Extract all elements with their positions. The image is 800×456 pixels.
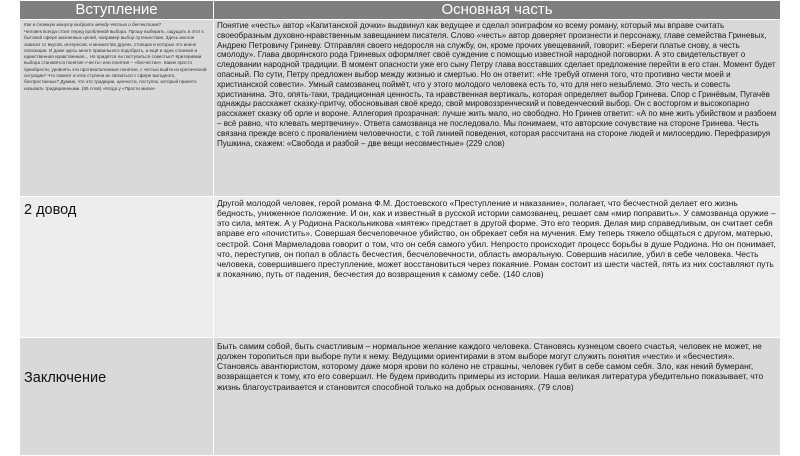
conclusion-row	[20, 338, 781, 456]
second-argument-text: Другой молодой человек, герой романа Ф.М. Достоевского «Преступление и наказание», полагает, что бесчестной делает его жизнь бедность, униженное положение. И он, как и известный в русской истории самозванец, решает сам «мир поправить». У самозванца оружие – это сила, мятеж. А у Родиона Раскольникова «мятеж» предстает в другой форме. Это его теория. Делая мир справедливым, он считает себя вправе его «почистить». Совершая бесчеловечное убийство, он обрекает себя на мучения. Ему теперь тяжело общаться с другом, матерью, сестрой. Соня Мармеладова говорит о том, что он себя самого убил. Непросто происходит процесс борьбы в душе Родиона. Но он понимает, что, переступив, он попал в область бесчестия, бесчеловечности, область аморальную. Совершив насилие, убил в себе человека. Честь человека, совершившего преступление, может восстановиться через покаяние. Роман состоит из шести частей, пять из них составляют путь к покаянию, путь от падения, бесчестия до возвращения к самому себе. (140 слов)	[217, 198, 776, 280]
second-argument-cell	[214, 197, 781, 338]
conclusion-label-cell	[20, 338, 214, 456]
intro-question: Как в сложную минуту выбрать между честью и бесчестием?	[24, 22, 162, 27]
intro-text: Человек всегда стоит перед проблемой выбора. Прошу выбирать, ощущать в этот к бытовой сфере жизненных целей, например выбор путешествия, Здесь многое зависит от вкусов, интересов, и множество других, стоящих в которых это иначе оппозиции. И даже здесь много правильного подобрать, а ещё и одна сложная и единственная нравственная... Но придётся ли поступиться совестью? Критериями выбора становятся понятия «честь» или понятия – «бесчестие». Какие просто приобрести, уровнять эти противоположные понятия, с честью выйти из критической ситуации? Что помнят и этих ступени их связаться с сфере выгодного, беспрестанных? Думаю, что это традиции, ценности, поступок, который принято называть традиционными. (65 слов) «Когда у «Прости мною»	[24, 29, 207, 91]
header-row	[20, 1, 781, 20]
intro-column-header: Вступление	[20, 1, 214, 20]
main-argument-cell	[214, 20, 781, 197]
conclusion-text: Быть самим собой, быть счастливым – нормальное желание каждого человека. Становясь кузнецом своего счастья, человек не может, не должен торопиться при выборе пути к нему. Ведущими ориентирами в этом выборе могут служить понятия «чести» и «бесчестия». Становясь авантюристом, которому даже моря крови по колено не страшны, человек губит в себе самом себя. Зло, как некий бумеранг, возвращается к тому, кто его совершил. Не будем приводить примеры из истории. Наша великая литература убедительно показывает, что жизнь благоустраивается и становится способной только на добрых основаниях. (79 слов)	[217, 341, 764, 392]
main-column-header: Основная часть	[214, 1, 781, 20]
second-argument-label: 2 довод	[24, 202, 77, 218]
intro-cell	[20, 20, 214, 197]
conclusion-cell	[214, 338, 781, 456]
second-argument-label-cell	[20, 197, 214, 338]
essay-structure-table	[19, 0, 781, 456]
second-argument-row	[20, 197, 781, 338]
conclusion-label: Заключение	[24, 370, 107, 386]
main-argument-text: Понятие «честь» автор «Капитанской дочки» выдвинул как ведущее и сделал эпиграфом ко всему роману, который мы вправе считать своеобразным духовно-нравственным завещанием писателя. Слово «честь» автор доверяет произнести и персонажу, главе семейства Гриневых, Андрею Петровичу Гриневу. Отправляя своего недоросля на службу, он, кроме прочих увещеваний, говорит: «Береги платье снову, а честь смолоду». Глава дворянского рода Гриневых оформляет своё суждение с помощью известной народной поговорки. А это свидетельствует о следовании народной традиции. В момент опасности уже его сыну Петру глава восставших сделает предложение перейти в его стан. Момент будет опасный. По сути, Петру предложен выбор между жизнью и смертью. Но он ответит: «Не требуй отменя того, что противно чести моей и христианской совести». Умный самозванец поймёт, что у этого молодого человека есть то, что для него незыблемо. Это честь и совесть христианина. Это, опять-таки, традиционная ценность, та нравственная вертикаль, которая определяет выбор Гринева. Спор с Гринёвым, Пугачёв однажды расскажет сказку-притчу, обосновывая своё кредо, свой мировоззренческий и поведенческий выбор. Он с восторгом и высокопарно расскажет сказку об орле и вороне. Аллегория прозрачная: лучше жить мало, но свободно. Но Гринев ответит: «А по мне жить убийством и разбоем – всё равно, что клевать мертвечину». Ответа самозванца не последовало. Мы понимаем, что авторские сочувствие на стороне Гринева. Честь связана прежде всего с проявлением человечности, с той линией поведения, которая рассчитана на стороне людей и милосердию. Перефразируя Пушкина, скажем: «Свобода и разбой – две вещи несовместные» (229 слов)	[217, 21, 777, 148]
intro-row	[20, 20, 781, 197]
